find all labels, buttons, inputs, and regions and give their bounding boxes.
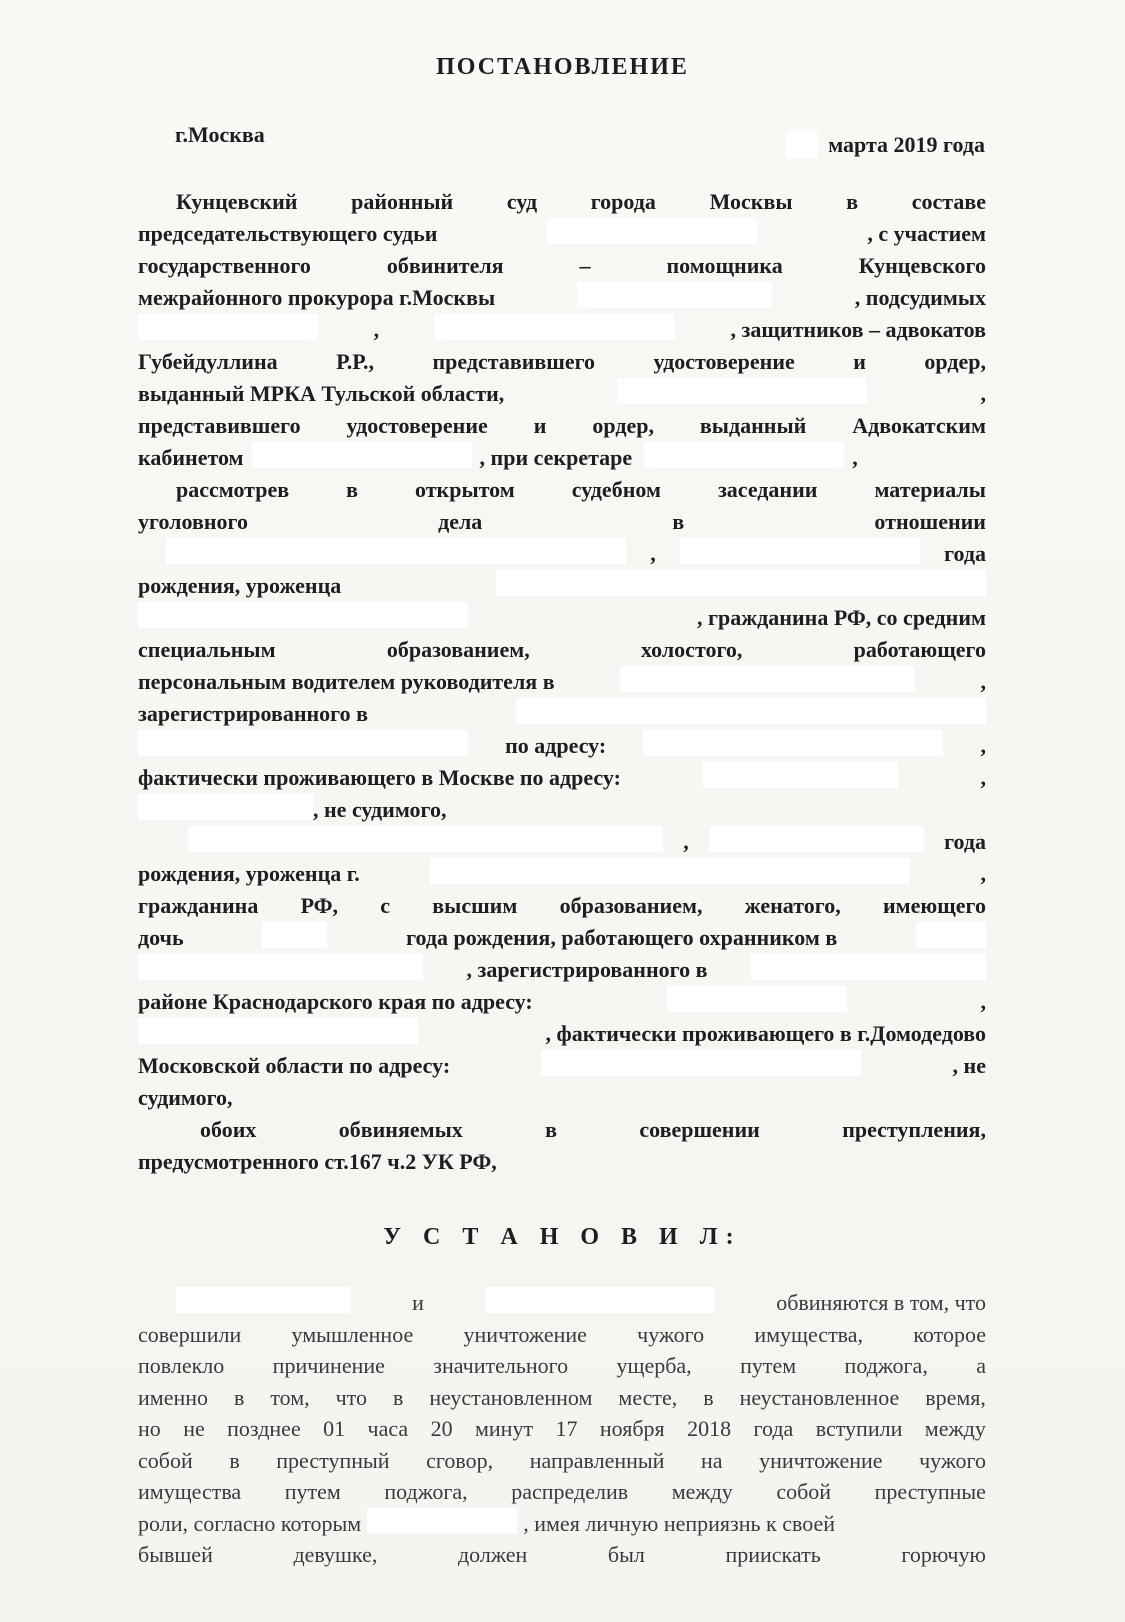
word: судебном [571, 477, 661, 502]
word: составе [911, 189, 986, 214]
section-title: У С Т А Н О В И Л: [383, 1224, 742, 1250]
word: на [701, 1447, 723, 1473]
word: образованием, [386, 637, 530, 662]
word: высшим [432, 893, 518, 918]
word: значительного [433, 1353, 569, 1378]
word: года [753, 1416, 794, 1441]
word: месте, [618, 1384, 678, 1410]
person1-line: по адресу: , [138, 730, 986, 762]
intro-line: , , защитников – адвокатов [138, 314, 986, 346]
word: минут [474, 1416, 534, 1441]
word: суд [506, 189, 538, 214]
city: г.Москва [175, 122, 265, 147]
word: время, [925, 1384, 986, 1410]
word: том, [270, 1384, 310, 1410]
redaction [667, 986, 847, 1012]
word: Р.Р., [336, 349, 374, 374]
person1-line: , гражданина РФ, со средним [138, 602, 986, 634]
findings-line [138, 1539, 986, 1571]
consider-line [138, 506, 986, 538]
person2-line: районе Краснодарского края по адресу: , [138, 986, 986, 1018]
redaction [577, 282, 772, 308]
word: РФ, [300, 893, 339, 918]
word: поджога, [384, 1479, 468, 1504]
redaction [176, 1287, 351, 1313]
word: обвинителя [386, 253, 504, 278]
word: открытом [415, 477, 515, 502]
redaction [138, 314, 318, 340]
redaction [138, 602, 468, 628]
word: имеющего [882, 893, 986, 918]
word: между [671, 1479, 733, 1504]
findings-line [138, 1476, 986, 1508]
word: с [380, 893, 391, 918]
word: чужого [637, 1321, 705, 1347]
word: рассмотрев [176, 477, 290, 502]
word: удостоверение [653, 349, 795, 374]
word: холостого, [640, 637, 743, 662]
word: районный [351, 189, 454, 214]
redaction [617, 378, 867, 404]
word: причинение [272, 1353, 385, 1378]
word: в [233, 1384, 245, 1410]
word: направленный [529, 1447, 665, 1473]
person1-line: рождения, уроженца [138, 570, 986, 602]
word: дела [438, 509, 483, 534]
word: ноября [599, 1416, 665, 1441]
word: 2018 [687, 1416, 732, 1441]
word: работающего [853, 637, 986, 662]
redaction [680, 538, 920, 564]
word: ордер, [924, 349, 986, 374]
word: совершили [138, 1321, 242, 1347]
redaction [138, 794, 313, 820]
word: преступный [276, 1447, 390, 1473]
word: удостоверение [346, 413, 488, 438]
word: в [703, 1384, 714, 1410]
word: 01 [323, 1416, 346, 1441]
findings-line [138, 1319, 986, 1351]
intro-line: кабинетом , при секретаре , [138, 442, 986, 474]
redaction [485, 1287, 715, 1313]
charge-line: предусмотренного ст.167 ч.2 УК РФ, [138, 1149, 497, 1174]
word: и [853, 349, 866, 374]
word: женатого, [744, 893, 841, 918]
intro-line [138, 186, 986, 218]
findings-line: и обвиняются в том, что [138, 1287, 986, 1319]
word: но [138, 1416, 161, 1441]
redaction [703, 762, 898, 788]
word: путем [740, 1353, 797, 1378]
person1-line: зарегистрированного в [138, 698, 986, 730]
word: в [393, 1384, 404, 1410]
word: именно [138, 1384, 209, 1410]
word: Кунцевский [176, 189, 298, 214]
word: в [229, 1447, 240, 1473]
word: преступления, [842, 1117, 986, 1142]
word: чужого [919, 1447, 986, 1473]
word: обвиняемых [338, 1117, 463, 1142]
word: девушке, [293, 1542, 378, 1567]
person1-line [138, 634, 986, 666]
redaction [709, 826, 924, 852]
word: Губейдуллина [138, 349, 278, 374]
word: 17 [555, 1416, 578, 1441]
word: Кунцевского [858, 253, 986, 278]
word: уничтожение [463, 1321, 587, 1347]
person1-line: , года [138, 538, 986, 570]
redaction [786, 132, 818, 158]
word: государственного [138, 253, 311, 278]
word: совершении [639, 1117, 760, 1142]
word: что [335, 1384, 368, 1410]
word: заседании [717, 477, 818, 502]
word: ущерба, [616, 1353, 692, 1378]
word: в [545, 1117, 558, 1142]
word: помощника [666, 253, 783, 278]
person1-line: фактически проживающего в Москве по адресу: , [138, 762, 986, 794]
findings-line [138, 1350, 986, 1382]
word: специальным [138, 637, 276, 662]
word: путем [284, 1479, 341, 1504]
redaction [367, 1508, 517, 1534]
intro-line [138, 250, 986, 282]
word: распределив [511, 1479, 629, 1504]
word: и [533, 413, 547, 438]
word: умышленное [291, 1321, 414, 1347]
word: в [846, 189, 859, 214]
findings-line [138, 1413, 986, 1445]
intro-line: выданный МРКА Тульской области, , [138, 378, 986, 410]
person2-line: судимого, [138, 1085, 233, 1110]
findings-block [138, 1287, 986, 1571]
redaction [643, 730, 943, 756]
word: собой [138, 1447, 193, 1473]
word: неустановленном [429, 1384, 593, 1410]
person1-line: персональным водителем руководителя в , [138, 666, 986, 698]
date [786, 132, 985, 158]
redaction [430, 858, 910, 884]
word: между [924, 1416, 986, 1441]
redaction [188, 826, 663, 852]
intro-line: председательствующего судьи , с участием [138, 218, 986, 250]
redaction [547, 218, 757, 244]
person2-line: рождения, уроженца г. , [138, 858, 986, 890]
word: должен [457, 1542, 528, 1567]
intro-block [138, 186, 986, 1178]
redaction [496, 570, 986, 596]
word: которое [913, 1321, 986, 1347]
word: 20 [430, 1416, 453, 1441]
word: обоих [200, 1117, 257, 1142]
redaction [435, 314, 675, 340]
findings-line [138, 1382, 986, 1414]
word: в [346, 477, 359, 502]
redaction [516, 698, 986, 724]
redaction [138, 954, 423, 980]
person2-line [138, 890, 986, 922]
word: приискать [725, 1542, 821, 1567]
person2-line: дочь года рождения, работающего охранником в [138, 922, 986, 954]
word: Адвокатским [852, 413, 986, 438]
word: ордер, [592, 413, 654, 438]
intro-line: межрайонного прокурора г.Москвы , подсудимых [138, 282, 986, 314]
word: имущества [138, 1479, 242, 1504]
charge-line [138, 1114, 986, 1146]
person2-line: , года [138, 826, 986, 858]
word: поджога, [844, 1353, 928, 1378]
findings-line: роли, согласно которым , имея личную неприязнь к своей [138, 1508, 986, 1540]
person2-line: Московской области по адресу: , не [138, 1050, 986, 1082]
word: не [183, 1416, 205, 1441]
word: преступные [874, 1479, 986, 1504]
word: а [976, 1353, 986, 1378]
word: Москвы [709, 189, 793, 214]
word: гражданина [138, 893, 259, 918]
word: в [672, 509, 685, 534]
word: горючую [901, 1542, 986, 1567]
person1-line: , не судимого, [138, 794, 986, 826]
person2-line: , зарегистрированного в [138, 954, 986, 986]
word: сговор, [426, 1447, 494, 1473]
word: вступили [815, 1416, 903, 1441]
redaction [252, 442, 472, 468]
intro-line [138, 410, 986, 442]
redaction [166, 538, 626, 564]
word: позднее [227, 1416, 301, 1441]
redaction [751, 954, 986, 980]
word: выданный [699, 413, 807, 438]
word: собой [776, 1479, 832, 1504]
redaction [644, 442, 844, 468]
findings-line [138, 1445, 986, 1477]
redaction [138, 1018, 418, 1044]
person2-line: , фактически проживающего в г.Домодедово [138, 1018, 986, 1050]
word: представившего [432, 349, 596, 374]
intro-line [138, 346, 986, 378]
document-title: ПОСТАНОВЛЕНИЕ [436, 54, 689, 80]
word: отношении [874, 509, 986, 534]
word: имущества, [754, 1321, 864, 1347]
word: уголовного [138, 509, 248, 534]
word: повлекло [138, 1353, 225, 1378]
word: уничтожение [759, 1447, 883, 1473]
redaction [262, 922, 327, 948]
redaction [138, 730, 468, 756]
redaction [541, 1050, 861, 1076]
date-text: марта 2019 года [828, 132, 985, 157]
word: – [579, 253, 591, 278]
word: образованием, [559, 893, 703, 918]
redaction [916, 922, 986, 948]
word: бывшей [138, 1542, 213, 1567]
word: часа [367, 1416, 409, 1441]
word: был [607, 1542, 645, 1567]
word: города [590, 189, 656, 214]
word: материалы [874, 477, 986, 502]
word: неустановленное [739, 1384, 900, 1410]
word: представившего [138, 413, 301, 438]
consider-line [138, 474, 986, 506]
redaction [620, 666, 915, 692]
